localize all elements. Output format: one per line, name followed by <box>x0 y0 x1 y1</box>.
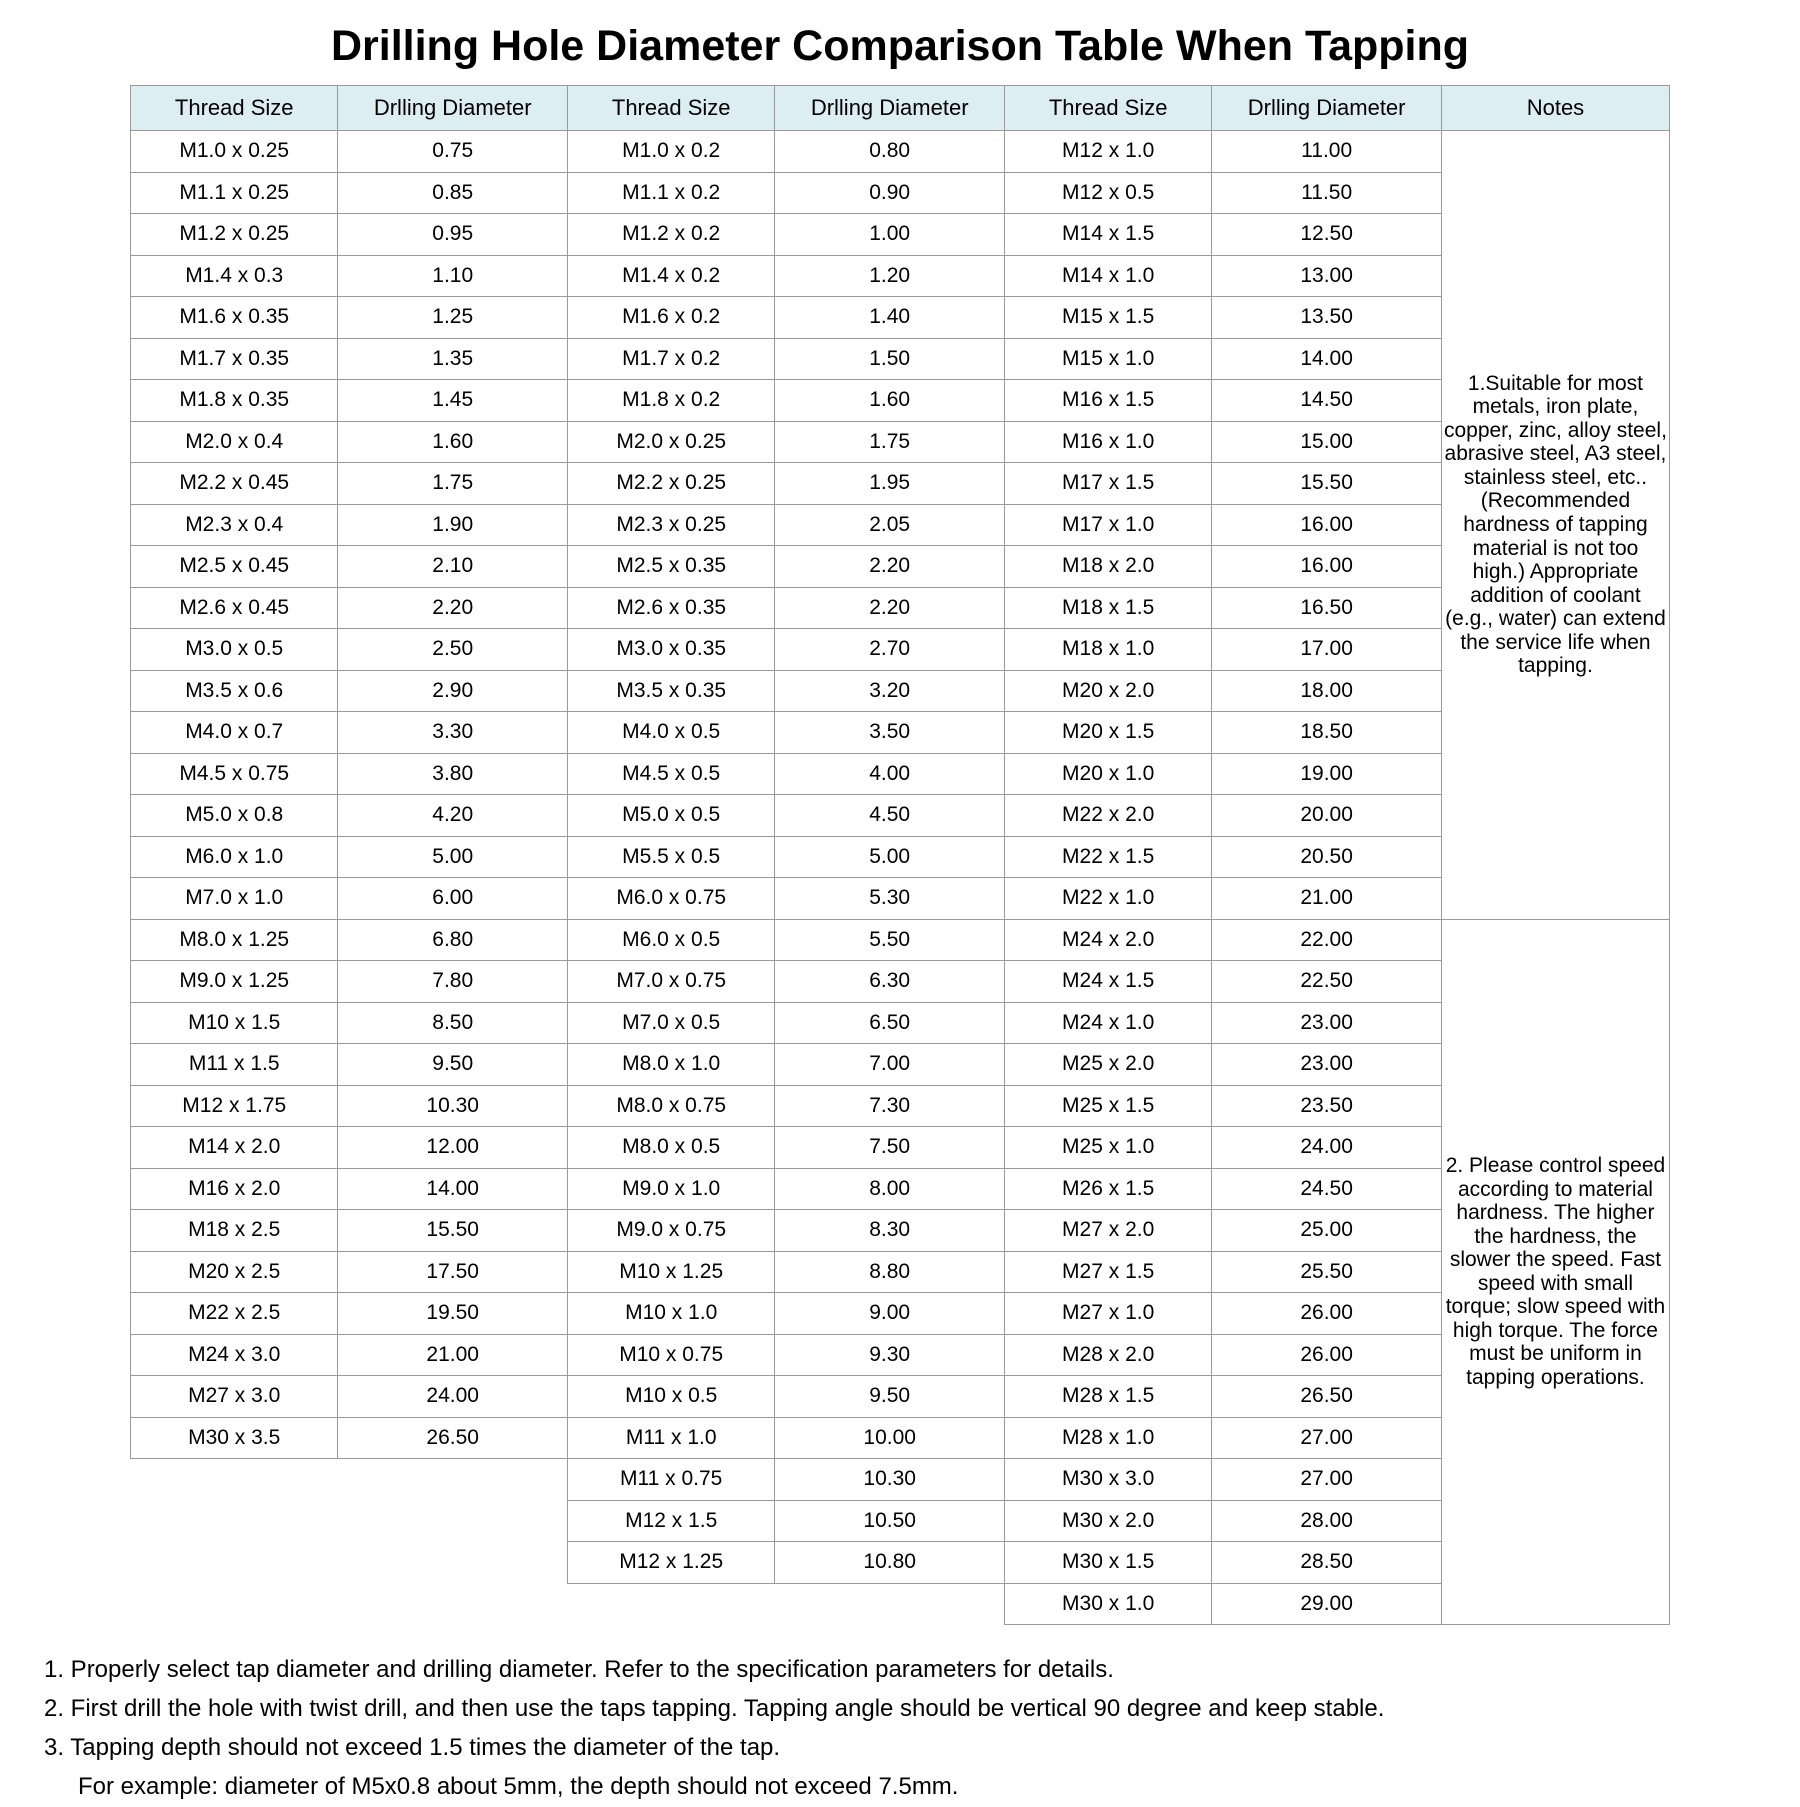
cell-drilling-diameter: 11.00 <box>1212 131 1442 173</box>
cell-thread-size: M24 x 1.5 <box>1004 961 1211 1003</box>
page-title: Drilling Hole Diameter Comparison Table When Tapping <box>330 22 1469 70</box>
cell-thread-size: M30 x 1.0 <box>1004 1583 1211 1625</box>
cell-thread-size: M22 x 1.0 <box>1004 878 1211 920</box>
footnote-3-example: For example: diameter of M5x0.8 about 5mm, the depth should not exceed 7.5mm. <box>78 1772 959 1800</box>
cell-drilling-diameter: 2.05 <box>775 504 1005 546</box>
cell-drilling-diameter: 24.00 <box>1212 1127 1442 1169</box>
cell-thread-size: M25 x 2.0 <box>1004 1044 1211 1086</box>
cell-empty <box>131 1583 338 1625</box>
cell-thread-size: M22 x 2.5 <box>131 1293 338 1335</box>
table-row <box>131 1376 1670 1418</box>
cell-drilling-diameter: 1.75 <box>775 421 1005 463</box>
col-header-notes: Notes <box>1441 86 1669 131</box>
notes-cell-2: 2. Please control speed according to material hardness. The higher the hardness, the slower the speed. Fast speed with small torque; slow speed with high torque. The force must be uniform in tapping operations. <box>1441 919 1669 1625</box>
cell-drilling-diameter: 15.00 <box>1212 421 1442 463</box>
cell-drilling-diameter: 3.50 <box>775 712 1005 754</box>
cell-drilling-diameter: 5.30 <box>775 878 1005 920</box>
cell-drilling-diameter: 2.50 <box>338 629 568 671</box>
cell-drilling-diameter: 8.00 <box>775 1168 1005 1210</box>
cell-drilling-diameter: 13.50 <box>1212 297 1442 339</box>
cell-thread-size: M24 x 2.0 <box>1004 919 1211 961</box>
cell-drilling-diameter: 24.50 <box>1212 1168 1442 1210</box>
cell-drilling-diameter: 10.00 <box>775 1417 1005 1459</box>
cell-drilling-diameter: 10.50 <box>775 1500 1005 1542</box>
table-row <box>131 670 1670 712</box>
cell-drilling-diameter: 9.30 <box>775 1334 1005 1376</box>
cell-thread-size: M3.5 x 0.6 <box>131 670 338 712</box>
cell-drilling-diameter: 19.50 <box>338 1293 568 1335</box>
cell-drilling-diameter: 10.80 <box>775 1542 1005 1584</box>
cell-thread-size: M5.0 x 0.5 <box>567 795 774 837</box>
footnote-2: 2. First drill the hole with twist drill, and then use the taps tapping. Tapping angle should be vertical 90 degree and keep stable. <box>44 1694 1385 1722</box>
table-row <box>131 1002 1670 1044</box>
cell-thread-size: M26 x 1.5 <box>1004 1168 1211 1210</box>
table-row <box>131 504 1670 546</box>
cell-drilling-diameter: 2.90 <box>338 670 568 712</box>
table-row <box>131 1044 1670 1086</box>
cell-thread-size: M1.7 x 0.2 <box>567 338 774 380</box>
cell-drilling-diameter: 8.50 <box>338 1002 568 1044</box>
cell-thread-size: M16 x 2.0 <box>131 1168 338 1210</box>
cell-thread-size: M10 x 1.0 <box>567 1293 774 1335</box>
cell-thread-size: M4.0 x 0.5 <box>567 712 774 754</box>
cell-thread-size: M8.0 x 0.75 <box>567 1085 774 1127</box>
table-row <box>131 546 1670 588</box>
table-row <box>131 297 1670 339</box>
cell-drilling-diameter: 16.00 <box>1212 504 1442 546</box>
cell-drilling-diameter: 25.00 <box>1212 1210 1442 1252</box>
cell-thread-size: M16 x 1.0 <box>1004 421 1211 463</box>
cell-thread-size: M3.0 x 0.35 <box>567 629 774 671</box>
cell-drilling-diameter: 16.50 <box>1212 587 1442 629</box>
cell-empty <box>338 1583 568 1625</box>
table-row <box>131 255 1670 297</box>
cell-drilling-diameter: 5.50 <box>775 919 1005 961</box>
cell-thread-size: M1.6 x 0.35 <box>131 297 338 339</box>
table-row <box>131 961 1670 1003</box>
cell-thread-size: M12 x 1.5 <box>567 1500 774 1542</box>
cell-drilling-diameter: 18.50 <box>1212 712 1442 754</box>
cell-drilling-diameter: 0.80 <box>775 131 1005 173</box>
cell-drilling-diameter: 26.00 <box>1212 1293 1442 1335</box>
cell-thread-size: M1.2 x 0.2 <box>567 214 774 256</box>
cell-drilling-diameter: 27.00 <box>1212 1459 1442 1501</box>
cell-drilling-diameter: 7.00 <box>775 1044 1005 1086</box>
cell-empty <box>775 1583 1005 1625</box>
cell-empty <box>338 1542 568 1584</box>
cell-drilling-diameter: 11.50 <box>1212 172 1442 214</box>
cell-thread-size: M20 x 1.0 <box>1004 753 1211 795</box>
cell-thread-size: M10 x 1.25 <box>567 1251 774 1293</box>
col-header-drilling-diameter-3: Drlling Diameter <box>1212 86 1442 131</box>
cell-thread-size: M24 x 3.0 <box>131 1334 338 1376</box>
cell-drilling-diameter: 20.00 <box>1212 795 1442 837</box>
cell-drilling-diameter: 1.20 <box>775 255 1005 297</box>
cell-thread-size: M20 x 2.0 <box>1004 670 1211 712</box>
cell-thread-size: M7.0 x 0.5 <box>567 1002 774 1044</box>
notes-cell-1: 1.Suitable for most metals, iron plate, copper, zinc, alloy steel, abrasive steel, A3 steel, stainless steel, etc..(Recommended hardness of tapping material is not too high.) Appropriate addition of coolant (e.g., water) can extend the service life when tapping. <box>1441 131 1669 920</box>
cell-drilling-diameter: 9.50 <box>338 1044 568 1086</box>
cell-drilling-diameter: 1.60 <box>338 421 568 463</box>
table-row <box>131 712 1670 754</box>
col-header-drilling-diameter-2: Drlling Diameter <box>775 86 1005 131</box>
cell-drilling-diameter: 15.50 <box>338 1210 568 1252</box>
drilling-table-container <box>0 85 1800 1625</box>
cell-thread-size: M27 x 1.0 <box>1004 1293 1211 1335</box>
cell-drilling-diameter: 29.00 <box>1212 1583 1442 1625</box>
cell-drilling-diameter: 7.80 <box>338 961 568 1003</box>
cell-thread-size: M7.0 x 1.0 <box>131 878 338 920</box>
cell-thread-size: M14 x 1.0 <box>1004 255 1211 297</box>
cell-empty <box>338 1500 568 1542</box>
col-header-drilling-diameter-1: Drlling Diameter <box>338 86 568 131</box>
table-row <box>131 1210 1670 1252</box>
cell-drilling-diameter: 23.00 <box>1212 1002 1442 1044</box>
cell-thread-size: M3.0 x 0.5 <box>131 629 338 671</box>
cell-drilling-diameter: 6.00 <box>338 878 568 920</box>
table-head <box>131 86 1670 131</box>
cell-thread-size: M2.5 x 0.35 <box>567 546 774 588</box>
cell-thread-size: M30 x 3.5 <box>131 1417 338 1459</box>
cell-drilling-diameter: 1.35 <box>338 338 568 380</box>
table-row <box>131 629 1670 671</box>
cell-drilling-diameter: 9.50 <box>775 1376 1005 1418</box>
cell-drilling-diameter: 14.00 <box>1212 338 1442 380</box>
cell-thread-size: M11 x 0.75 <box>567 1459 774 1501</box>
cell-drilling-diameter: 0.90 <box>775 172 1005 214</box>
cell-thread-size: M5.0 x 0.8 <box>131 795 338 837</box>
cell-drilling-diameter: 20.50 <box>1212 836 1442 878</box>
cell-thread-size: M9.0 x 1.25 <box>131 961 338 1003</box>
cell-drilling-diameter: 15.50 <box>1212 463 1442 505</box>
cell-thread-size: M9.0 x 1.0 <box>567 1168 774 1210</box>
cell-thread-size: M4.5 x 0.75 <box>131 753 338 795</box>
cell-thread-size: M30 x 2.0 <box>1004 1500 1211 1542</box>
cell-drilling-diameter: 6.50 <box>775 1002 1005 1044</box>
cell-drilling-diameter: 8.30 <box>775 1210 1005 1252</box>
table-row <box>131 1168 1670 1210</box>
cell-drilling-diameter: 21.00 <box>1212 878 1442 920</box>
cell-drilling-diameter: 1.25 <box>338 297 568 339</box>
cell-drilling-diameter: 27.00 <box>1212 1417 1442 1459</box>
cell-drilling-diameter: 1.50 <box>775 338 1005 380</box>
cell-drilling-diameter: 24.00 <box>338 1376 568 1418</box>
table-row <box>131 1085 1670 1127</box>
table-row <box>131 587 1670 629</box>
cell-thread-size: M4.0 x 0.7 <box>131 712 338 754</box>
cell-drilling-diameter: 1.00 <box>775 214 1005 256</box>
table-row <box>131 463 1670 505</box>
cell-thread-size: M2.2 x 0.25 <box>567 463 774 505</box>
table-body <box>131 131 1670 1625</box>
cell-thread-size: M1.4 x 0.3 <box>131 255 338 297</box>
cell-thread-size: M14 x 1.5 <box>1004 214 1211 256</box>
cell-thread-size: M28 x 1.5 <box>1004 1376 1211 1418</box>
cell-thread-size: M5.5 x 0.5 <box>567 836 774 878</box>
table-row <box>131 753 1670 795</box>
cell-drilling-diameter: 2.70 <box>775 629 1005 671</box>
cell-thread-size: M2.6 x 0.35 <box>567 587 774 629</box>
cell-drilling-diameter: 3.30 <box>338 712 568 754</box>
cell-drilling-diameter: 9.00 <box>775 1293 1005 1335</box>
cell-thread-size: M1.7 x 0.35 <box>131 338 338 380</box>
table-row <box>131 1417 1670 1459</box>
cell-thread-size: M25 x 1.0 <box>1004 1127 1211 1169</box>
cell-drilling-diameter: 21.00 <box>338 1334 568 1376</box>
cell-drilling-diameter: 10.30 <box>338 1085 568 1127</box>
cell-drilling-diameter: 28.00 <box>1212 1500 1442 1542</box>
cell-thread-size: M2.5 x 0.45 <box>131 546 338 588</box>
cell-thread-size: M27 x 3.0 <box>131 1376 338 1418</box>
cell-drilling-diameter: 2.20 <box>338 587 568 629</box>
cell-thread-size: M16 x 1.5 <box>1004 380 1211 422</box>
cell-thread-size: M2.0 x 0.25 <box>567 421 774 463</box>
cell-thread-size: M20 x 2.5 <box>131 1251 338 1293</box>
table-row <box>131 214 1670 256</box>
cell-drilling-diameter: 28.50 <box>1212 1542 1442 1584</box>
cell-thread-size: M28 x 1.0 <box>1004 1417 1211 1459</box>
cell-thread-size: M8.0 x 0.5 <box>567 1127 774 1169</box>
cell-thread-size: M12 x 1.0 <box>1004 131 1211 173</box>
cell-drilling-diameter: 14.50 <box>1212 380 1442 422</box>
cell-drilling-diameter: 3.80 <box>338 753 568 795</box>
table-row <box>131 1251 1670 1293</box>
table-row <box>131 1334 1670 1376</box>
cell-thread-size: M28 x 2.0 <box>1004 1334 1211 1376</box>
cell-thread-size: M10 x 1.5 <box>131 1002 338 1044</box>
footnote-1: 1. Properly select tap diameter and drilling diameter. Refer to the specification parameters for details. <box>44 1656 1114 1683</box>
cell-thread-size: M2.6 x 0.45 <box>131 587 338 629</box>
cell-thread-size: M18 x 2.0 <box>1004 546 1211 588</box>
cell-thread-size: M1.0 x 0.25 <box>131 131 338 173</box>
cell-drilling-diameter: 6.80 <box>338 919 568 961</box>
cell-thread-size: M11 x 1.5 <box>131 1044 338 1086</box>
table-row <box>131 1127 1670 1169</box>
cell-thread-size: M6.0 x 1.0 <box>131 836 338 878</box>
cell-drilling-diameter: 26.50 <box>338 1417 568 1459</box>
cell-drilling-diameter: 8.80 <box>775 1251 1005 1293</box>
cell-drilling-diameter: 14.00 <box>338 1168 568 1210</box>
cell-drilling-diameter: 13.00 <box>1212 255 1442 297</box>
col-header-thread-size-2: Thread Size <box>567 86 774 131</box>
cell-drilling-diameter: 17.00 <box>1212 629 1442 671</box>
cell-thread-size: M7.0 x 0.75 <box>567 961 774 1003</box>
cell-drilling-diameter: 7.30 <box>775 1085 1005 1127</box>
cell-empty <box>567 1583 774 1625</box>
cell-thread-size: M2.3 x 0.4 <box>131 504 338 546</box>
table-row <box>131 1542 1670 1584</box>
cell-drilling-diameter: 0.75 <box>338 131 568 173</box>
cell-thread-size: M2.0 x 0.4 <box>131 421 338 463</box>
cell-drilling-diameter: 26.50 <box>1212 1376 1442 1418</box>
cell-thread-size: M2.2 x 0.45 <box>131 463 338 505</box>
cell-thread-size: M22 x 1.5 <box>1004 836 1211 878</box>
cell-thread-size: M6.0 x 0.75 <box>567 878 774 920</box>
cell-drilling-diameter: 2.10 <box>338 546 568 588</box>
cell-drilling-diameter: 19.00 <box>1212 753 1442 795</box>
table-row <box>131 878 1670 920</box>
cell-empty <box>338 1459 568 1501</box>
table-row <box>131 380 1670 422</box>
table-row <box>131 836 1670 878</box>
col-header-thread-size-3: Thread Size <box>1004 86 1211 131</box>
cell-thread-size: M18 x 2.5 <box>131 1210 338 1252</box>
cell-drilling-diameter: 25.50 <box>1212 1251 1442 1293</box>
cell-drilling-diameter: 1.90 <box>338 504 568 546</box>
cell-drilling-diameter: 18.00 <box>1212 670 1442 712</box>
cell-drilling-diameter: 1.40 <box>775 297 1005 339</box>
table-row <box>131 172 1670 214</box>
cell-thread-size: M10 x 0.5 <box>567 1376 774 1418</box>
cell-drilling-diameter: 0.85 <box>338 172 568 214</box>
cell-thread-size: M12 x 1.75 <box>131 1085 338 1127</box>
cell-drilling-diameter: 16.00 <box>1212 546 1442 588</box>
cell-drilling-diameter: 0.95 <box>338 214 568 256</box>
table-row <box>131 795 1670 837</box>
cell-thread-size: M4.5 x 0.5 <box>567 753 774 795</box>
cell-thread-size: M1.8 x 0.2 <box>567 380 774 422</box>
cell-drilling-diameter: 12.50 <box>1212 214 1442 256</box>
cell-empty <box>131 1500 338 1542</box>
cell-drilling-diameter: 22.50 <box>1212 961 1442 1003</box>
cell-thread-size: M17 x 1.5 <box>1004 463 1211 505</box>
cell-thread-size: M27 x 2.0 <box>1004 1210 1211 1252</box>
cell-thread-size: M10 x 0.75 <box>567 1334 774 1376</box>
cell-drilling-diameter: 5.00 <box>775 836 1005 878</box>
cell-drilling-diameter: 1.60 <box>775 380 1005 422</box>
drilling-comparison-table <box>130 85 1670 1625</box>
cell-drilling-diameter: 1.10 <box>338 255 568 297</box>
cell-thread-size: M15 x 1.5 <box>1004 297 1211 339</box>
cell-thread-size: M30 x 3.0 <box>1004 1459 1211 1501</box>
cell-drilling-diameter: 3.20 <box>775 670 1005 712</box>
cell-thread-size: M1.8 x 0.35 <box>131 380 338 422</box>
cell-drilling-diameter: 1.95 <box>775 463 1005 505</box>
cell-thread-size: M1.6 x 0.2 <box>567 297 774 339</box>
cell-thread-size: M12 x 1.25 <box>567 1542 774 1584</box>
cell-drilling-diameter: 17.50 <box>338 1251 568 1293</box>
cell-thread-size: M17 x 1.0 <box>1004 504 1211 546</box>
table-row <box>131 1500 1670 1542</box>
cell-drilling-diameter: 2.20 <box>775 546 1005 588</box>
cell-drilling-diameter: 23.50 <box>1212 1085 1442 1127</box>
cell-thread-size: M18 x 1.0 <box>1004 629 1211 671</box>
cell-thread-size: M8.0 x 1.25 <box>131 919 338 961</box>
cell-thread-size: M14 x 2.0 <box>131 1127 338 1169</box>
cell-thread-size: M27 x 1.5 <box>1004 1251 1211 1293</box>
cell-drilling-diameter: 12.00 <box>338 1127 568 1169</box>
cell-thread-size: M1.1 x 0.2 <box>567 172 774 214</box>
cell-thread-size: M2.3 x 0.25 <box>567 504 774 546</box>
cell-drilling-diameter: 4.50 <box>775 795 1005 837</box>
cell-drilling-diameter: 5.00 <box>338 836 568 878</box>
cell-thread-size: M6.0 x 0.5 <box>567 919 774 961</box>
cell-thread-size: M1.1 x 0.25 <box>131 172 338 214</box>
cell-thread-size: M3.5 x 0.35 <box>567 670 774 712</box>
table-row <box>131 919 1670 961</box>
cell-thread-size: M18 x 1.5 <box>1004 587 1211 629</box>
cell-thread-size: M20 x 1.5 <box>1004 712 1211 754</box>
cell-drilling-diameter: 7.50 <box>775 1127 1005 1169</box>
cell-thread-size: M1.2 x 0.25 <box>131 214 338 256</box>
footnotes-section <box>0 1625 1800 1807</box>
footnote-3: 3. Tapping depth should not exceed 1.5 times the diameter of the tap. <box>44 1733 781 1761</box>
table-header-row <box>131 86 1670 131</box>
cell-thread-size: M11 x 1.0 <box>567 1417 774 1459</box>
table-row <box>131 338 1670 380</box>
cell-drilling-diameter: 1.45 <box>338 380 568 422</box>
table-row <box>131 421 1670 463</box>
cell-thread-size: M1.4 x 0.2 <box>567 255 774 297</box>
cell-thread-size: M24 x 1.0 <box>1004 1002 1211 1044</box>
table-row <box>131 1293 1670 1335</box>
cell-empty <box>131 1459 338 1501</box>
cell-thread-size: M1.0 x 0.2 <box>567 131 774 173</box>
table-row <box>131 1583 1670 1625</box>
cell-drilling-diameter: 26.00 <box>1212 1334 1442 1376</box>
cell-drilling-diameter: 10.30 <box>775 1459 1005 1501</box>
table-row <box>131 131 1670 173</box>
cell-thread-size: M9.0 x 0.75 <box>567 1210 774 1252</box>
cell-thread-size: M25 x 1.5 <box>1004 1085 1211 1127</box>
cell-thread-size: M22 x 2.0 <box>1004 795 1211 837</box>
cell-drilling-diameter: 6.30 <box>775 961 1005 1003</box>
cell-thread-size: M12 x 0.5 <box>1004 172 1211 214</box>
cell-drilling-diameter: 4.00 <box>775 753 1005 795</box>
cell-thread-size: M15 x 1.0 <box>1004 338 1211 380</box>
col-header-thread-size-1: Thread Size <box>131 86 338 131</box>
cell-drilling-diameter: 23.00 <box>1212 1044 1442 1086</box>
cell-drilling-diameter: 4.20 <box>338 795 568 837</box>
cell-drilling-diameter: 2.20 <box>775 587 1005 629</box>
cell-empty <box>131 1542 338 1584</box>
table-row <box>131 1459 1670 1501</box>
cell-thread-size: M8.0 x 1.0 <box>567 1044 774 1086</box>
cell-drilling-diameter: 22.00 <box>1212 919 1442 961</box>
cell-thread-size: M30 x 1.5 <box>1004 1542 1211 1584</box>
cell-drilling-diameter: 1.75 <box>338 463 568 505</box>
